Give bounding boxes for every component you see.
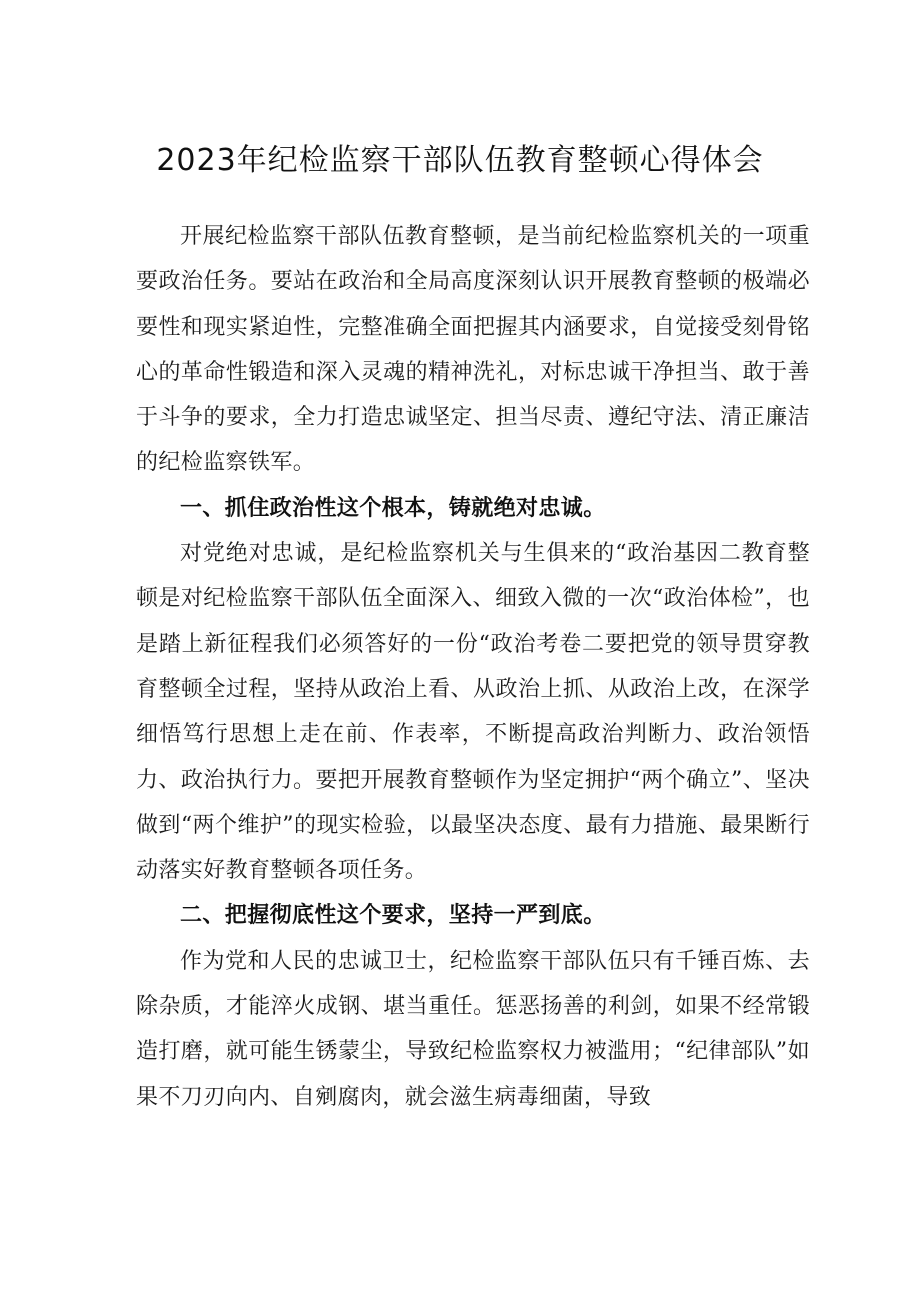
section-heading-1: 一、抓住政治性这个根本，铸就绝对忠诚。: [180, 495, 606, 521]
paragraph-section-2: 作为党和人民的忠诚卫士，纪检监察干部队伍只有千锤百炼、去除杂质，才能淬火成钢、堪当重任。惩恶扬善的利剑，如果不经常锻造打磨，就可能生锈蒙尘，导致纪检监察权力被滥用；“纪律部队”如果不刀刃向内、自剜腐肉，就会滋生病毒细菌，导致: [136, 948, 810, 1110]
paragraph-intro: 开展纪检监察干部队伍教育整顿，是当前纪检监察机关的一项重要政治任务。要站在政治和全局高度深刻认识开展教育整顿的极端必要性和现实紧迫性，完整准确全面把握其内涵要求，自觉接受刻骨铭心的革命性锻造和深入灵魂的精神洗礼，对标忠诚干净担当、敢于善于斗争的要求，全力打造忠诚坚定、担当尽责、遵纪守法、清正廉洁的纪检监察铁军。: [136, 224, 810, 476]
paragraph-section-1: 对党绝对忠诚，是纪检监察机关与生俱来的“政治基因二教育整顿是对纪检监察干部队伍全面深入、细致入微的一次“政治体检”，也是踏上新征程我们必须答好的一份“政治考卷二要把党的领导贯穿教育整顿全过程，坚持从政治上看、从政治上抓、从政治上改，在深学细悟笃行思想上走在前、作表率，不断提高政治判断力、政治领悟力、政治执行力。要把开展教育整顿作为坚定拥护“两个确立”、坚决做到“两个维护”的现实检验，以最坚决态度、最有力措施、最果断行动落实好教育整顿各项任务。: [136, 541, 810, 884]
document-title: 2023年纪检监察干部队伍教育整顿心得体会: [156, 143, 764, 178]
section-heading-2: 二、把握彻底性这个要求，坚持一严到底。: [180, 903, 606, 929]
document-body: [136, 214, 810, 1120]
